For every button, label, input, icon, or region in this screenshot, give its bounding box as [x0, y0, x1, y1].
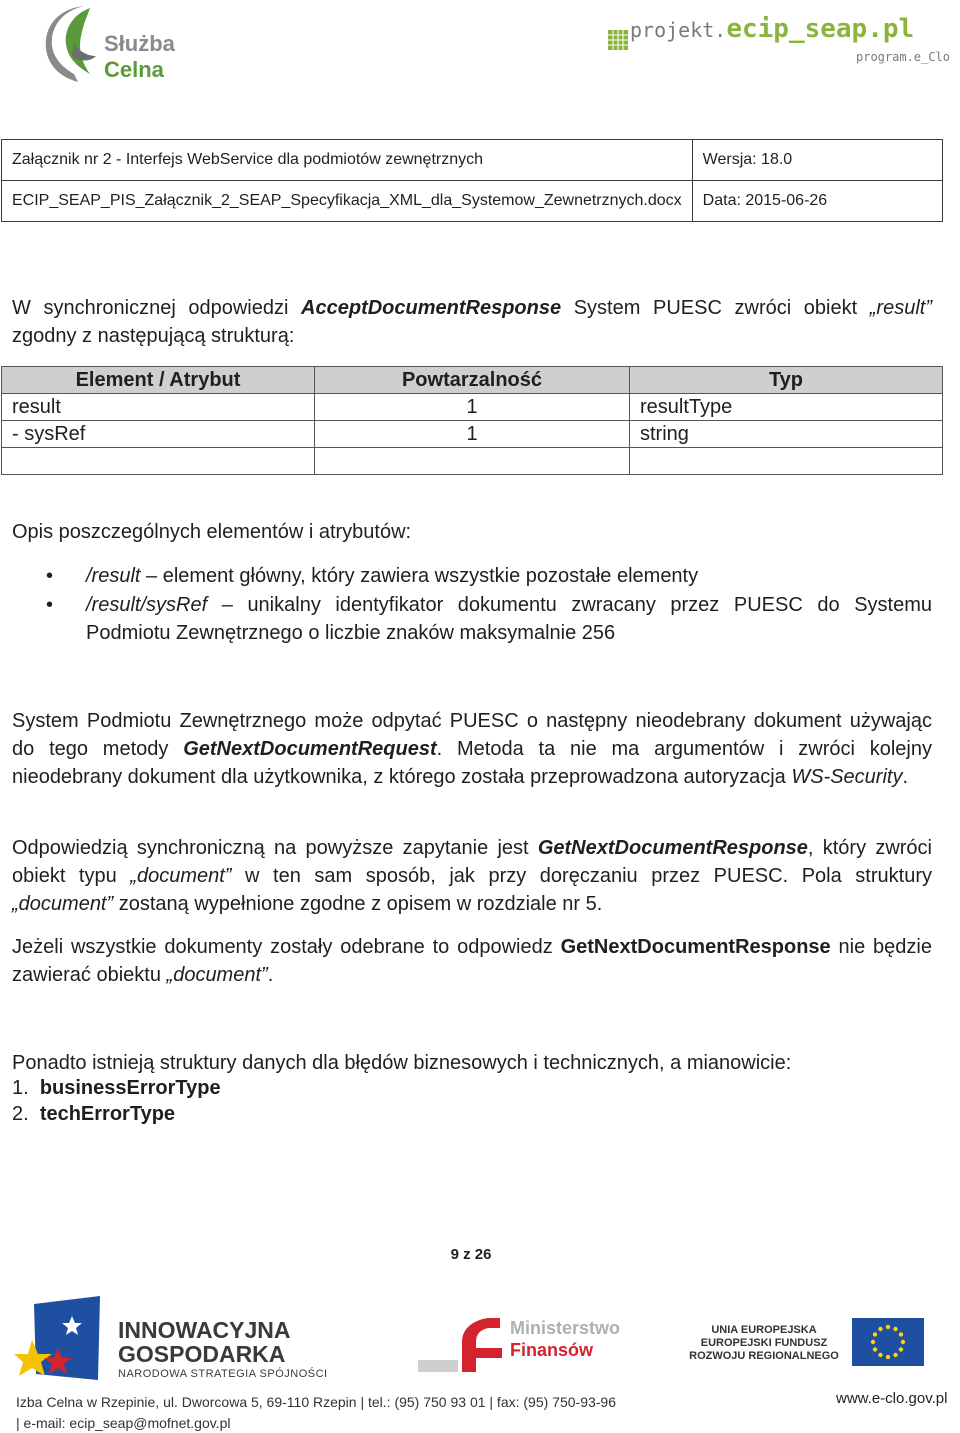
business-error-type: businessErrorType	[39, 1077, 221, 1099]
ecip-main: ecip_seap.pl	[726, 14, 915, 44]
table-row	[2, 421, 943, 448]
table-cell	[315, 448, 630, 475]
ecip-grid-icon	[608, 30, 628, 50]
footer-address: Izba Celna w Rzepinie, ul. Dworcowa 5, 69-110 Rzepin | tel.: (95) 750 93 01 | fax: (95) 750-93-96	[16, 1394, 617, 1410]
column-header-element: Element / Atrybut	[2, 367, 315, 394]
table-cell: 1	[315, 394, 630, 421]
column-header-type: Typ	[630, 367, 943, 394]
error-types-paragraph: Ponadto istnieją struktury danych dla błędów biznesowych i technicznych, a mianowicie:	[12, 1052, 792, 1074]
table-cell	[2, 448, 315, 475]
table-cell: resultType	[630, 394, 943, 421]
accept-document-response-term: AcceptDocumentResponse	[301, 297, 562, 319]
item-number: 2.	[12, 1103, 29, 1125]
date-label: Data: 2015-06-26	[692, 181, 942, 222]
ue-line3: ROZWOJU REGIONALNEGO	[689, 1350, 839, 1362]
ig-stars-emblem-icon	[14, 1296, 110, 1382]
info-row	[2, 181, 943, 222]
paragraph-text: , który zwróci obiekt typu	[12, 837, 932, 887]
ecip-prefix: projekt.	[630, 18, 727, 42]
bullet-text	[86, 591, 932, 647]
sluzba-celna-emblem-icon	[44, 4, 104, 86]
document-info-table	[1, 139, 943, 222]
result-structure-table	[1, 366, 943, 475]
get-next-document-response-term: GetNextDocumentResponse	[537, 837, 808, 859]
tech-error-type: techErrorType	[39, 1103, 176, 1125]
column-header-repeat: Powtarzalność	[315, 367, 630, 394]
numbered-item	[12, 1100, 932, 1128]
table-cell: 1	[315, 421, 630, 448]
intro-text: zgodny z następującą strukturą:	[12, 325, 295, 347]
ecip-seap-wordmark	[630, 14, 914, 44]
logo-sluzba-text: Służba	[104, 31, 175, 56]
info-row	[2, 140, 943, 181]
logo-celna-text: Celna	[104, 57, 164, 82]
get-next-document-paragraph	[12, 707, 932, 791]
unia-europejska-logo	[684, 1318, 944, 1370]
bullet-text	[86, 562, 932, 590]
sluzba-celna-logo	[44, 4, 194, 86]
paragraph-text: zostaną wypełnione zgodne z opisem w rozdziale nr 5.	[113, 893, 603, 915]
version-label: Wersja: 18.0	[692, 140, 942, 181]
item-number: 1.	[12, 1077, 29, 1099]
footer-website-link[interactable]: www.e-clo.gov.pl	[836, 1390, 948, 1407]
numbered-item	[12, 1074, 932, 1102]
list-item	[48, 562, 932, 590]
ws-security-term: WS-Security	[791, 766, 903, 788]
paragraph-text: . Metoda ta nie ma argumentów i zwróci kolejny nieodebrany dokument dla użytkownika, z którego została przeprowadzona autoryzacja	[12, 738, 932, 788]
mf-line1: Ministerstwo	[510, 1318, 621, 1338]
bullet-desc: – element główny, który zawiera wszystkie pozostałe elementy	[140, 565, 699, 587]
mf-line2: Finansów	[510, 1340, 594, 1360]
table-cell	[630, 448, 943, 475]
ecip-program-sub: program.e_Clo	[856, 50, 950, 64]
intro-text: System PUESC zwróci obiekt	[561, 297, 870, 319]
document-term: „document”	[12, 893, 114, 915]
footer-email: | e-mail: ecip_seap@mofnet.gov.pl	[16, 1415, 231, 1431]
mf-emblem-icon	[418, 1316, 502, 1372]
response-paragraph	[12, 834, 932, 918]
result-term: „result”	[869, 297, 932, 319]
ministerstwo-finansow-logo	[418, 1316, 648, 1372]
description-heading: Opis poszczególnych elementów i atrybutów:	[12, 521, 412, 543]
eu-flag-icon	[852, 1318, 924, 1366]
table-header-row	[2, 367, 943, 394]
paragraph-text: .	[902, 766, 909, 788]
document-term: „document”	[166, 964, 268, 986]
ue-text-block	[684, 1324, 844, 1363]
ue-line1: UNIA EUROPEJSKA	[711, 1324, 817, 1336]
intro-text: W synchronicznej odpowiedzi	[12, 297, 302, 319]
file-name: ECIP_SEAP_PIS_Załącznik_2_SEAP_Specyfikacja_XML_dla_Systemow_Zewnetrznych.docx	[2, 181, 693, 222]
paragraph-text: w ten sam sposób, jak przy doręczaniu przez PUESC. Pola struktury	[231, 865, 932, 887]
paragraph-text: .	[267, 964, 274, 986]
ecip-seap-logo	[608, 14, 948, 70]
attachment-title: Załącznik nr 2 - Interfejs WebService dla podmiotów zewnętrznych	[2, 140, 693, 181]
ig-line3: NARODOWA STRATEGIA SPÓJNOŚCI	[118, 1368, 328, 1380]
ig-line2: GOSPODARKA	[118, 1341, 286, 1367]
bullet-icon: •	[46, 594, 54, 616]
paragraph-text: Jeżeli wszystkie dokumenty zostały odebrane to odpowiedz	[12, 936, 561, 958]
table-cell: result	[2, 394, 315, 421]
table-cell: string	[630, 421, 943, 448]
table-row	[2, 394, 943, 421]
bullet-desc: – unikalny identyfikator dokumentu zwracany przez PUESC do Systemu Podmiotu Zewnętrznego o liczbie znaków maksymalnie 256	[86, 594, 932, 644]
paragraph-text: Odpowiedzią synchroniczną na powyższe zapytanie jest	[12, 837, 538, 859]
table-row	[2, 448, 943, 475]
ue-line2: EUROPEJSKI FUNDUSZ	[700, 1337, 828, 1349]
get-next-document-response-term: GetNextDocumentResponse	[560, 936, 831, 958]
no-document-paragraph	[12, 933, 932, 989]
list-item	[48, 591, 932, 647]
intro-paragraph	[12, 294, 932, 350]
bullet-term: /result	[86, 565, 141, 587]
bullet-icon: •	[46, 565, 54, 587]
innowacyjna-gospodarka-logo	[14, 1296, 384, 1382]
ig-line1: INNOWACYJNA	[118, 1317, 291, 1343]
paragraph-text: nie będzie zawierać obiektu	[12, 936, 932, 986]
bullet-term: /result/sysRef	[86, 594, 208, 616]
table-cell: - sysRef	[2, 421, 315, 448]
page-number: 9 z 26	[450, 1246, 492, 1263]
get-next-document-request-term: GetNextDocumentRequest	[183, 738, 437, 760]
paragraph-text: System Podmiotu Zewnętrznego może odpytać PUESC o następny nieodebrany dokument używając do tego metody	[12, 710, 932, 760]
document-term: „document”	[130, 865, 232, 887]
